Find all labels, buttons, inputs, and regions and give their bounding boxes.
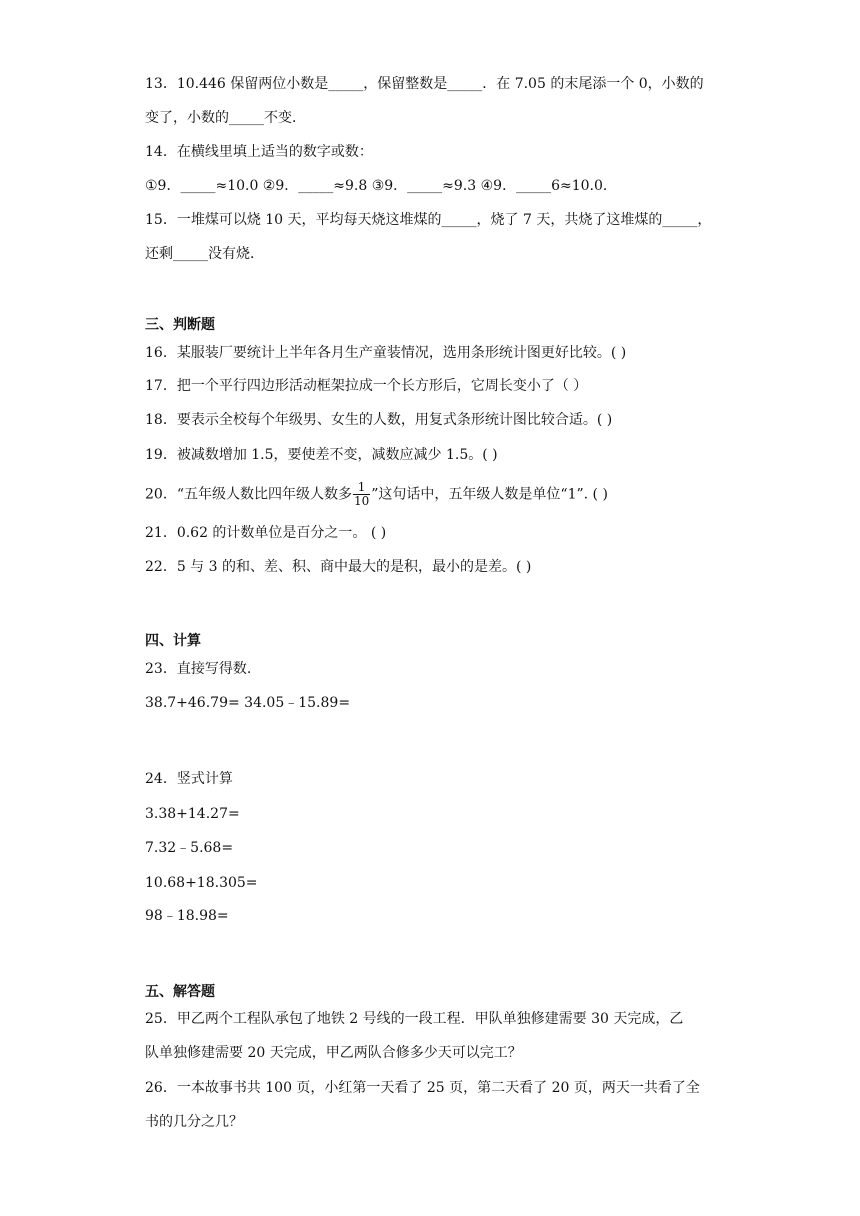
q20-fraction-denominator: 10 [353, 494, 370, 508]
q15-line2: 还剩_____没有烧． [145, 246, 264, 262]
q17-line: 17．把一个平行四边形活动框架拉成一个长方形后，它周长变小了（ ） [145, 378, 588, 394]
q14-line2: ①9．_____≈10.0 ②9．_____≈9.8 ③9．_____≈9.3 ④9．_____6≈10.0． [145, 178, 617, 194]
section4-heading: 四、计算 [145, 633, 201, 649]
q16-line: 16．某服装厂要统计上半年各月生产童装情况，选用条形统计图更好比较。( ) [145, 345, 627, 361]
q15-line1: 15．一堆煤可以烧 10 天，平均每天烧这堆煤的_____，烧了 7 天，共烧了这堆煤的_____， [145, 212, 712, 228]
q20-fraction [353, 481, 370, 508]
q25-line1: 25．甲乙两个工程队承包了地铁 2 号线的一段工程．甲队单独修建需要 30 天完成，乙 [145, 1011, 684, 1027]
q26-line2: 书的几分之几？ [145, 1114, 243, 1130]
q20-fraction-numerator: 1 [353, 481, 370, 495]
q19-line: 19．被减数增加 1.5，要使差不变，减数应减少 1.5。( ) [145, 447, 498, 463]
q25-line2: 队单独修建需要 20 天完成，甲乙两队合修多少天可以完工？ [145, 1045, 522, 1061]
q21-line: 21．0.62 的计数单位是百分之一。 ( ) [145, 525, 387, 541]
q13-line2: 变了，小数的_____不变． [145, 110, 306, 126]
q24-problem-4: 98﹣18.98= [145, 908, 229, 924]
q24-problem-3: 10.68+18.305= [145, 875, 258, 891]
q24-problem-2: 7.32﹣5.68= [145, 840, 234, 856]
q26-line1: 26．一本故事书共 100 页，小红第一天看了 25 页，第二天看了 20 页，两天一共看了全 [145, 1080, 700, 1096]
q18-line: 18．要表示全校每个年级男、女生的人数，用复式条形统计图比较合适。( ) [145, 412, 613, 428]
q13-line1: 13．10.446 保留两位小数是_____，保留整数是_____．在 7.05 的末尾添一个 0，小数的 [145, 76, 704, 92]
q24-title: 24．竖式计算 [145, 771, 233, 787]
q20-text-before: 20．“五年级人数比四年级人数多 [145, 486, 352, 503]
q20-text-after: ”这句话中，五年级人数是单位“1”. ( ) [371, 486, 608, 503]
q23-problems: 38.7+46.79= 34.05﹣15.89= [145, 695, 351, 711]
q23-title: 23．直接写得数. [145, 661, 252, 677]
q20-line [145, 481, 608, 508]
q14-line1: 14．在横线里填上适当的数字或数： [145, 144, 373, 160]
section3-heading: 三、判断题 [145, 317, 215, 333]
q22-line: 22．5 与 3 的和、差、积、商中最大的是积，最小的是差。( ) [145, 559, 532, 575]
q24-problem-1: 3.38+14.27= [145, 806, 240, 822]
section5-heading: 五、解答题 [145, 984, 215, 1000]
